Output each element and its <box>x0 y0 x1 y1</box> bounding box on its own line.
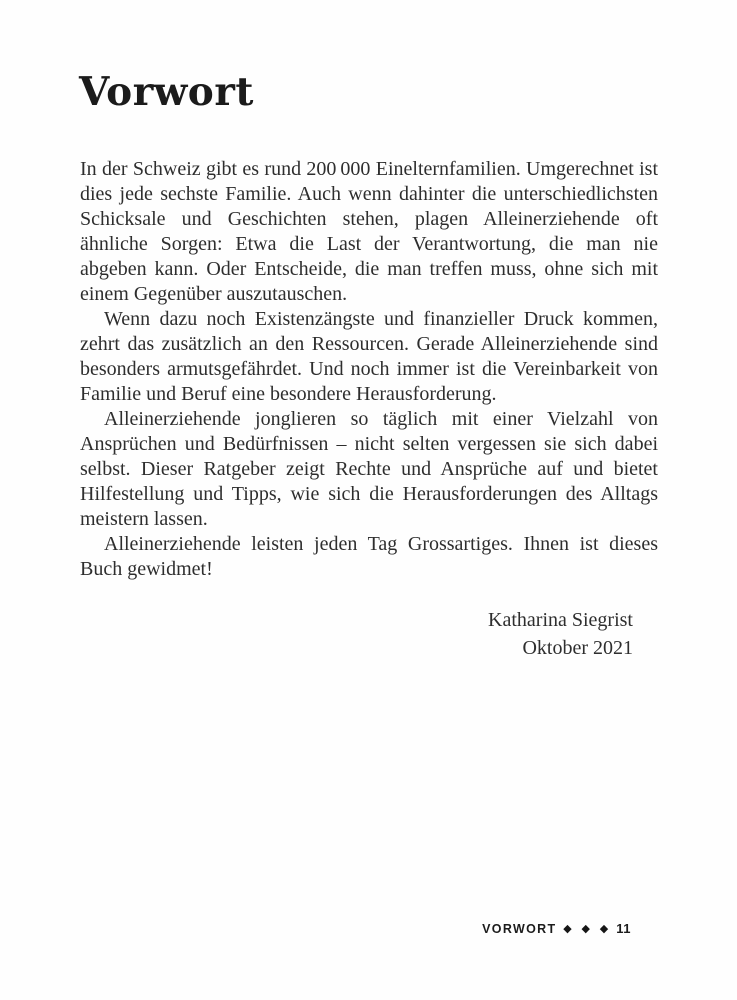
paragraph-1: In der Schweiz gibt es rund 200 000 Einelternfamilien. Umgerechnet ist dies jede sechste Familie. Auch wenn dahinter die unterschiedlichsten Schicksale und Geschichten stehen, plagen Alleinerziehende oft ähnliche Sorgen: Etwa die Last der Verantwortung, die man nie abgeben kann. Oder Entscheide, die man treffen muss, ohne sich mit einem Gegenüber auszutauschen. <box>80 158 658 305</box>
footer-section-label: VORWORT <box>481 921 557 936</box>
page-title: Vorwort <box>79 69 254 115</box>
preface-text <box>80 157 658 582</box>
signature-date: Oktober 2021 <box>522 637 633 659</box>
paragraph-4: Alleinerziehende leisten jeden Tag Grossartiges. Ihnen ist dieses Buch gewidmet! <box>80 533 658 580</box>
page-number: 11 <box>616 921 631 936</box>
paragraph-2: Wenn dazu noch Existenzängste und finanzieller Druck kommen, zehrt das zusätzlich an den Ressourcen. Gerade Alleinerziehende sind besonders armutsgefährdet. Und noch immer ist die Vereinbarkeit von Familie und Beruf eine besondere Herausforderung. <box>80 308 658 405</box>
page-footer <box>479 921 631 936</box>
signature-block <box>488 606 633 662</box>
diamond-separator-icon: ◆ ◆ ◆ <box>563 922 612 935</box>
signature-author: Katharina Siegrist <box>488 609 633 631</box>
paragraph-3: Alleinerziehende jonglieren so täglich mit einer Vielzahl von Ansprüchen und Bedürfnissen – nicht selten vergessen sie sich dabei selbst. Dieser Ratgeber zeigt Rechte und Ansprüche auf und bietet Hilfestellung und Tipps, wie sich die Herausforderungen des Alltags meistern lassen. <box>80 408 658 530</box>
